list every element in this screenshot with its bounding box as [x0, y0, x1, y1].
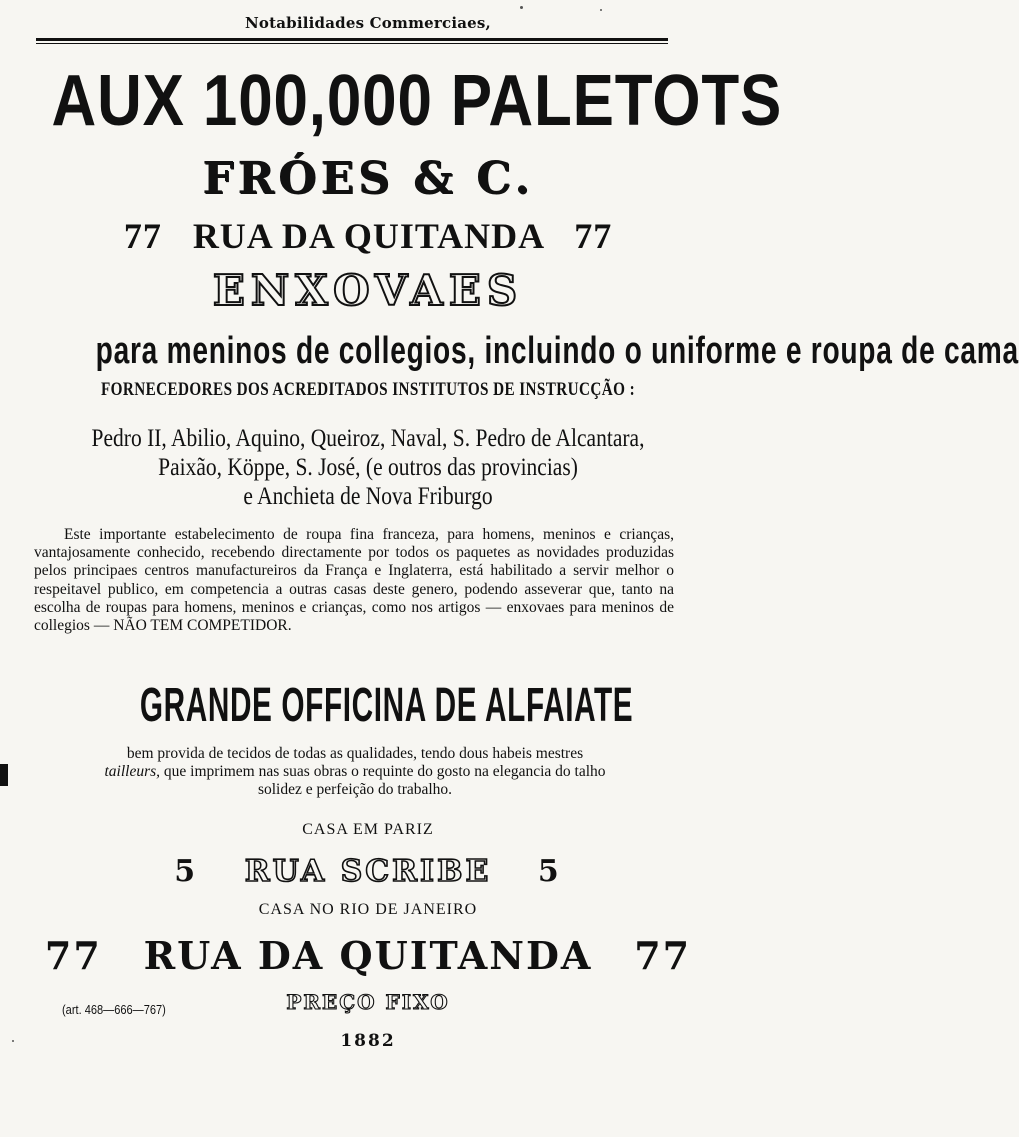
- street-number-left: 77: [44, 933, 102, 978]
- ink-speck: [12, 1040, 14, 1042]
- firm-name: FRÓES & C.: [202, 153, 534, 204]
- header-rule: [36, 38, 668, 41]
- paris-number-left: 5: [174, 854, 199, 889]
- article-reference: (art. 468—666—767): [62, 1002, 166, 1017]
- paris-label: CASA EM PARIZ: [302, 821, 434, 838]
- headline: AUX 100,000 PALETOTS: [51, 61, 783, 141]
- schools-list: [52, 424, 685, 511]
- tailor-line-2: [40, 763, 670, 781]
- header-rule-thin: [36, 43, 668, 44]
- tailor-line-3: solidez e perfeição do trabalho.: [257, 781, 453, 798]
- page-header: Notabilidades Commerciaes,: [245, 14, 491, 32]
- suppliers-heading: FORNECEDORES DOS ACREDITADOS INSTITUTOS DE INSTRUCÇÃO :: [100, 379, 636, 400]
- paris-street: RUA SCRIBE: [244, 854, 492, 889]
- tailleurs-word: tailleurs,: [104, 763, 161, 780]
- tailor-paragraph: [40, 745, 670, 799]
- address-top: [0, 214, 736, 258]
- street-number-left: 77: [123, 216, 162, 256]
- enxovaes-heading: ENXOVAES: [212, 266, 524, 315]
- rio-label: CASA NO RIO DE JANEIRO: [258, 901, 478, 918]
- tailor-line-1: bem provida de tecidos de todas as qualidades, tendo dous habeis mestres: [126, 745, 584, 762]
- street-name: RUA DA QUITANDA: [192, 216, 544, 256]
- tagline: para meninos de collegios, incluindo o uniforme e roupa de cama: [95, 330, 1019, 372]
- paris-address: [0, 852, 736, 892]
- street-number-right: 77: [574, 216, 613, 256]
- street-name: RUA DA QUITANDA: [143, 933, 593, 978]
- paris-number-right: 5: [537, 854, 562, 889]
- schools-line: e Anchieta de Nova Friburgo: [243, 483, 493, 510]
- description-paragraph: [34, 526, 674, 635]
- address-bottom: [0, 932, 736, 980]
- ink-speck: [600, 9, 602, 11]
- tailor-line-2-text: que imprimem nas suas obras o requinte do gosto na elegancia do talho: [160, 763, 606, 780]
- schools-line: Paixão, Köppe, S. José, (e outros das provincias): [158, 454, 578, 481]
- paragraph-text: Este importante estabelecimento de roupa fina franceza, para homens, meninos e crianças, vantajosamente conhecido, recebendo directamente por todos os paquetes as novidades produzidas pelos principaes centros manufactureiros da França e Inglaterra, está habilitado a servir melhor o respeitavel publico, em competencia a outras casas deste genero, podendo asseverar que, tanto na escolha de roupas para homens, meninos e crianças, como nos artigos — enxovaes para meninos de collegios — NÃO TEM COMPETIDOR.: [34, 526, 674, 635]
- fixed-price-label: PREÇO FIXO: [286, 990, 450, 1014]
- year: 1882: [340, 1031, 396, 1051]
- schools-line: Pedro II, Abilio, Aquino, Queiroz, Naval, S. Pedro de Alcantara,: [91, 425, 645, 452]
- tailor-heading: GRANDE OFFICINA DE ALFAIATE: [139, 679, 634, 732]
- street-number-right: 77: [634, 933, 692, 978]
- ink-speck: [520, 6, 523, 9]
- margin-mark: [0, 764, 8, 786]
